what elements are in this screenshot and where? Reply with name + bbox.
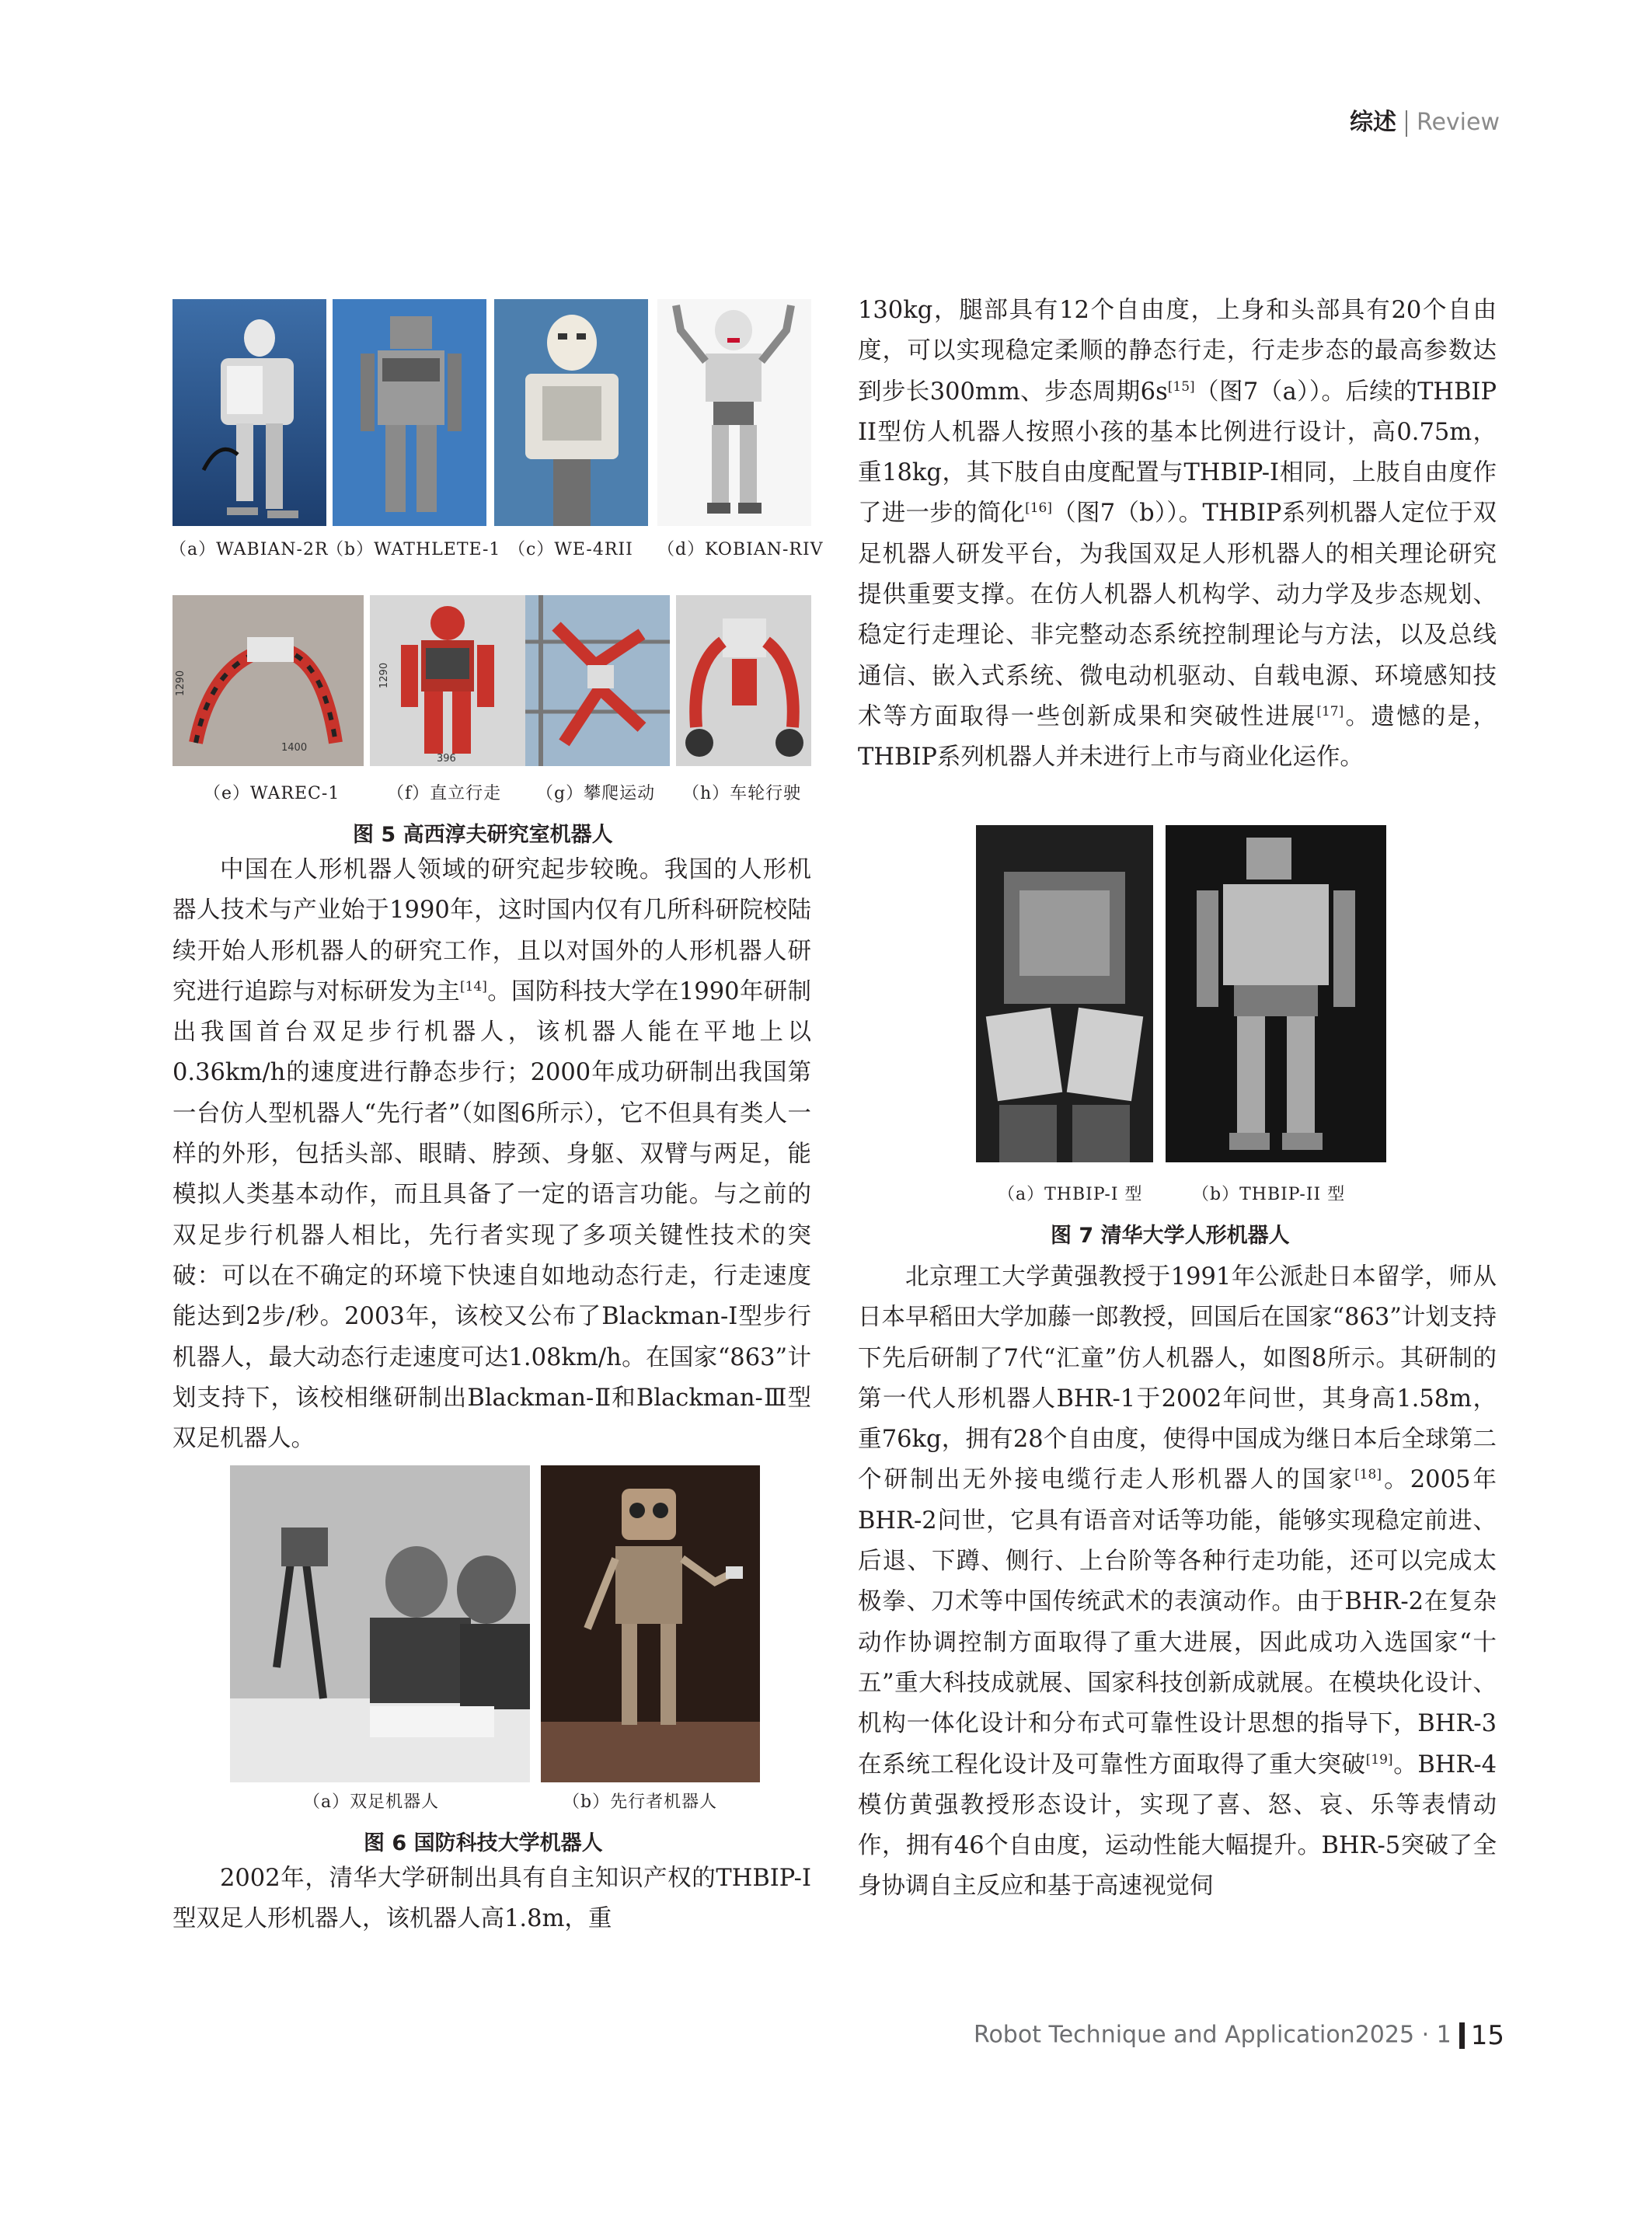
ref-19: [19] <box>1365 1751 1393 1768</box>
photo-thbip-2 <box>1166 825 1386 1162</box>
right-p1-b: （图7（a））。后续的THBIP II型仿人机器人按照小孩的基本比例进行设计，高0.75m，重18kg，其下肢自由度配置与THBIP-I相同，上肢自由度作了进一步的简化 <box>858 378 1497 528</box>
photo-upright-walking <box>370 595 525 766</box>
fig5c-caption: （c）WE-4RII <box>508 540 633 559</box>
left-column-text-2 <box>173 1858 811 1940</box>
photo-wabian-2r <box>173 299 326 526</box>
fig5-title: 图 5 高西淳夫研究室机器人 <box>353 823 613 847</box>
photo-biped-robot <box>230 1465 530 1782</box>
fig7a-caption: （a）THBIP-I 型 <box>998 1185 1143 1204</box>
ref-16: [16] <box>1025 500 1053 517</box>
photo-wheeled <box>676 595 811 766</box>
journal-name: Robot Technique and Application2025 · 1 <box>973 2021 1452 2049</box>
right-p2-b: 。2005年BHR-2问世，它具有语音对话等功能，能够实现稳定前进、后退、下蹲、侧行、上台阶等各种行走功能，还可以完成太极拳、刀术等中国传统武术的表演动作。由于BHR-2在复杂动作协调控制方面取得了重大进展，因此成功入选国家“十五”重大科技成就展、国家科技创新成就展。在模块化设计、机构一体化设计和分布式可靠性设计思想的指导下，BHR-3在系统工程化设计及可靠性方面取得了重大突破 <box>858 1466 1497 1778</box>
photo-xianxingzhe-robot <box>541 1465 760 1782</box>
fig5g-caption: （g）攀爬运动 <box>536 784 656 803</box>
right-paragraph-1 <box>858 291 1497 779</box>
running-header <box>1350 103 1500 137</box>
fig5f-caption: （f）直立行走 <box>387 784 502 803</box>
footer-bar <box>1459 2022 1465 2049</box>
right-p1-d: 。遗憾的是，THBIP系列机器人并未进行上市与商业化运作。 <box>858 702 1497 772</box>
upright-width-dim: 396 <box>437 753 456 765</box>
right-paragraph-2 <box>858 1257 1497 1907</box>
left-paragraph-2: 2002年，清华大学研制出具有自主知识产权的THBIP-I型双足人形机器人，该机器人高1.8m，重 <box>173 1865 811 1933</box>
photo-kobian-riv <box>657 299 811 526</box>
right-column-text <box>858 291 1497 779</box>
upright-height-dim: 1290 <box>378 662 390 688</box>
fig5h-caption: （h）车轮行驶 <box>682 784 802 803</box>
section-label-en: Review <box>1416 109 1500 136</box>
fig6b-caption: （b）先行者机器人 <box>563 1792 718 1812</box>
fig7-title: 图 7 清华大学人形机器人 <box>1051 1224 1290 1248</box>
page-number: 15 <box>1470 2020 1504 2051</box>
page-footer <box>974 2020 1504 2051</box>
photo-warec-1 <box>173 595 364 766</box>
section-label-cn: 综述 <box>1349 109 1396 136</box>
fig5b-caption: （b）WATHLETE-1 <box>326 540 501 559</box>
ref-18: [18] <box>1354 1467 1382 1483</box>
fig6a-caption: （a）双足机器人 <box>303 1792 440 1812</box>
right-p1-a: 130kg，腿部具有12个自由度，上身和头部具有20个自由度，可以实现稳定柔顺的静态行走，行走步态的最高参数达到步长300mm、步态周期6s <box>858 297 1497 406</box>
left-p1-text-cont: 。国防科技大学在1990年研制出我国首台双足步行机器人，该机器人能在平地上以0.36km/h的速度进行静态步行；2000年成功研制出我国第一台仿人型机器人“先行者”（如图6所示），它不但具有类人一样的外形，包括头部、眼睛、脖颈、身躯、双臂与两足，能模拟人类基本动作，而且具备了一定的语言功能。与之前的双足步行机器人相比，先行者实现了多项关键性技术的突破：可以在不确定的环境下快速自如地动态行走，行走速度能达到2步/秒。2003年，该校又公布了Blackman-I型步行机器人，最大动态行走速度可达1.08km/h。在国家“863”计划支持下，该校相继研制出Blackman-Ⅱ和Blackman-Ⅲ型双足机器人。 <box>173 977 811 1453</box>
right-p2-a: 北京理工大学黄强教授于1991年公派赴日本留学，师从日本早稻田大学加藤一郎教授，回国后在国家“863”计划支持下先后研制了7代“汇童”仿人机器人，如图8所示。其研制的第一代人形机器人BHR-1于2002年问世，其身高1.58m，重76kg，拥有28个自由度，使得中国成为继日本后全球第二个研制出无外接电缆行走人形机器人的国家 <box>858 1263 1497 1494</box>
fig5e-caption: （e）WAREC-1 <box>204 784 340 803</box>
fig5d-caption: （d）KOBIAN-RIV <box>657 540 824 559</box>
photo-we-4rii <box>494 299 648 526</box>
left-paragraph-1 <box>173 850 811 1459</box>
photo-thbip-1 <box>976 825 1153 1162</box>
fig5a-caption: （a）WABIAN-2R <box>169 540 329 559</box>
ref-17: [17] <box>1316 703 1344 719</box>
fig7b-caption: （b）THBIP-II 型 <box>1192 1185 1346 1204</box>
right-p1-c: （图7（b））。THBIP系列机器人定位于双足机器人研发平台，为我国双足人形机器人的相关理论研究提供重要支撑。在仿人机器人机构学、动力学及步态规划、稳定行走理论、非完整动态系统控制理论与方法，以及总线通信、嵌入式系统、微电动机驱动、自载电源、环境感知技术等方面取得一些创新成果和突破性进展 <box>858 500 1497 730</box>
fig6-title: 图 6 国防科技大学机器人 <box>364 1831 603 1855</box>
ref-15: [15] <box>1167 378 1195 395</box>
left-column-text <box>173 850 811 1459</box>
ref-14: [14] <box>459 978 487 995</box>
right-column-text-2 <box>858 1257 1497 1907</box>
left-p1-text: 中国在人形机器人领域的研究起步较晚。我国的人形机器人技术与产业始于1990年，这时国内仅有几所科研院校陆续开始人形机器人的研究工作，且以对国外的人形机器人研究进行追踪与对标研发为主 <box>173 856 811 1005</box>
warec-length-dim: 1400 <box>281 742 308 754</box>
right-p2-c: 。BHR-4模仿黄强教授形态设计，实现了喜、怒、哀、乐等表情动作，拥有46个自由度，运动性能大幅提升。BHR-5突破了全身协调自主反应和基于高速视觉伺 <box>858 1750 1497 1900</box>
header-divider <box>1406 110 1407 137</box>
warec-height-dim: 1290 <box>175 670 186 696</box>
photo-climbing <box>525 595 670 766</box>
photo-wathlete-1 <box>333 299 486 526</box>
